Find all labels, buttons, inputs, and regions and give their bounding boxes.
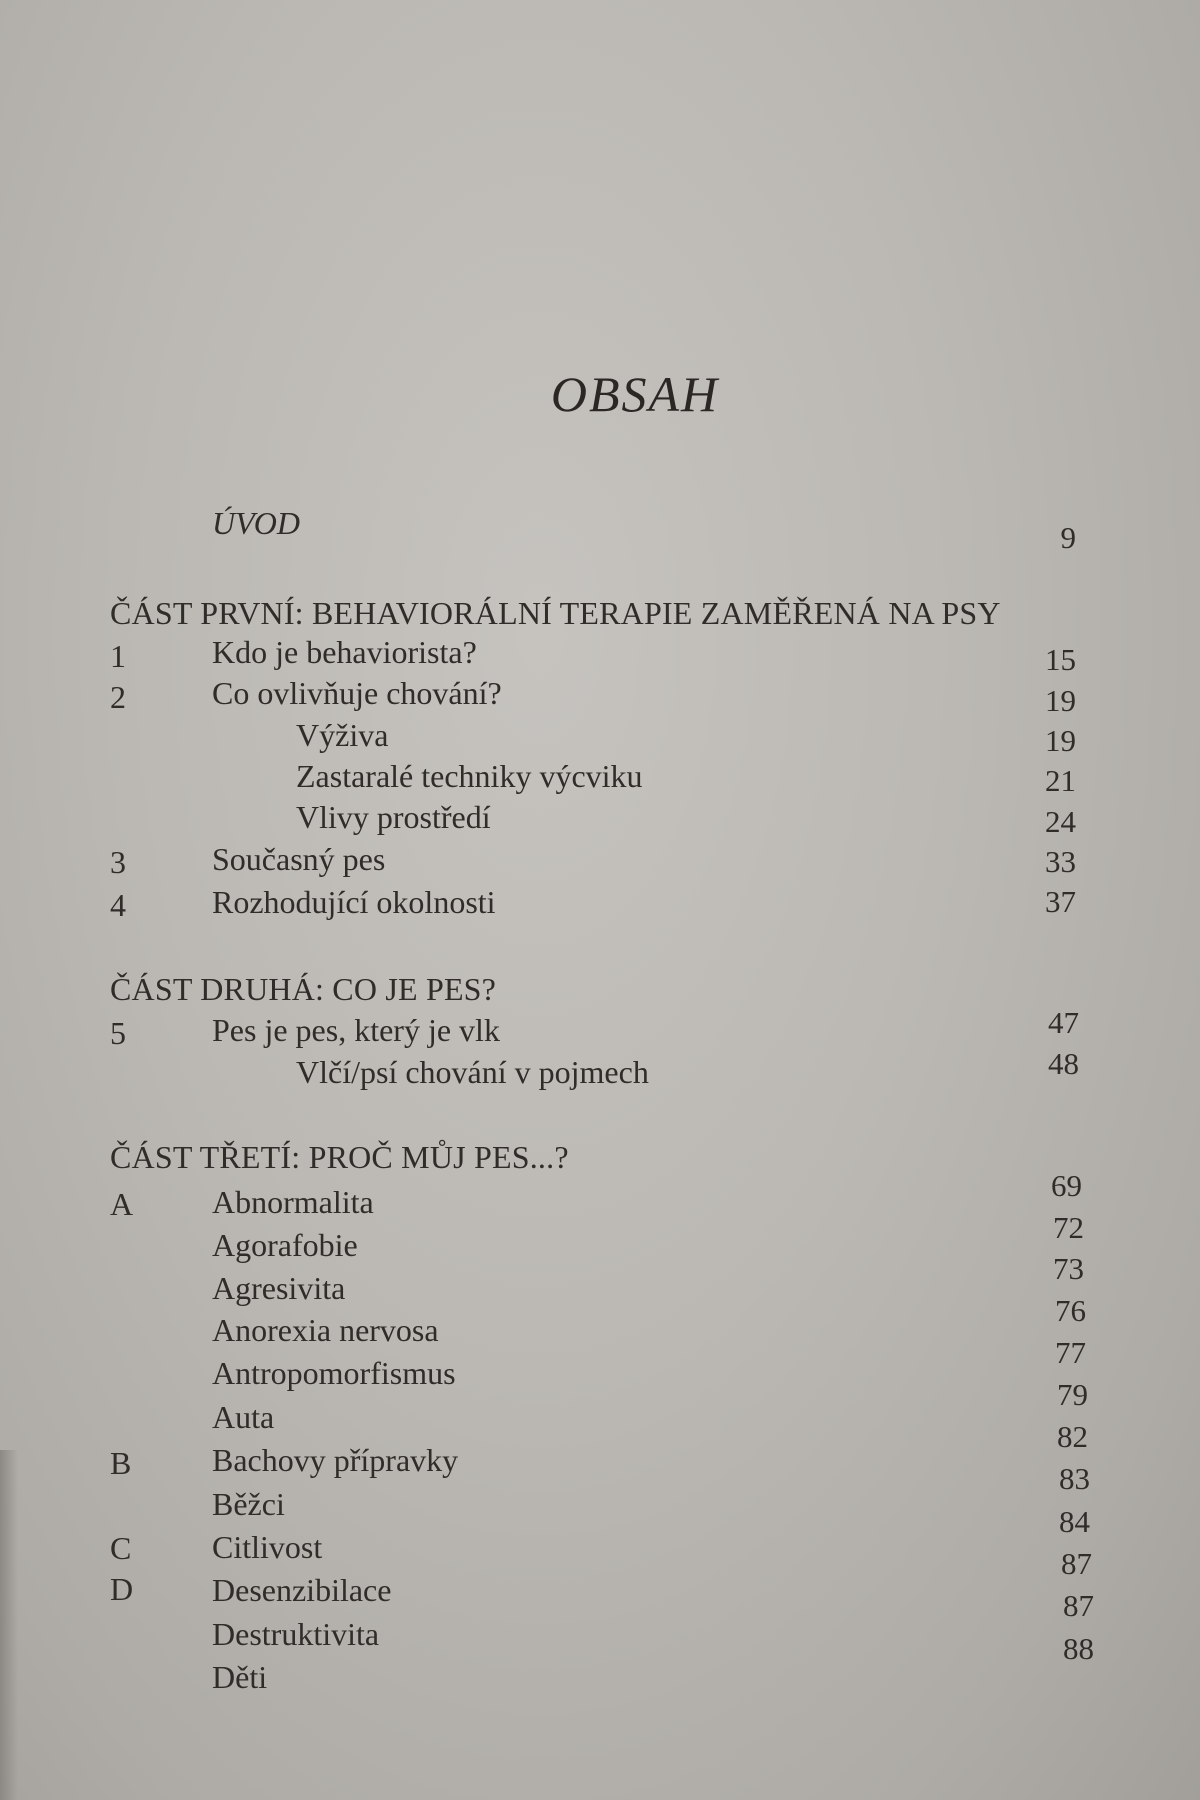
entry-number: 3 <box>110 844 126 880</box>
toc-entry-label: Současný pes <box>212 841 386 877</box>
toc-entry-page: 69 <box>1051 1168 1082 1203</box>
page-edge-shadow <box>0 1450 18 1800</box>
toc-entry-page: 19 <box>1045 723 1076 758</box>
entry-number: 1 <box>110 638 126 674</box>
toc-entry-label: Abnormalita <box>212 1184 374 1220</box>
toc-entry-page: 24 <box>1045 804 1076 839</box>
toc-entry-page: 19 <box>1045 683 1076 718</box>
toc-entry-label: Bachovy přípravky <box>212 1442 459 1478</box>
toc-entry-page: 87 <box>1063 1588 1094 1623</box>
intro-label: ÚVOD <box>212 505 300 541</box>
toc-entry-label: Agorafobie <box>212 1227 358 1263</box>
toc-entry-page: 73 <box>1053 1251 1084 1286</box>
toc-entry-page: 37 <box>1045 884 1076 919</box>
toc-entry-page: 47 <box>1048 1005 1079 1040</box>
toc-entry-page: 83 <box>1059 1461 1090 1496</box>
toc-entry-label: Co ovlivňuje chování? <box>212 675 502 711</box>
toc-entry-page: 88 <box>1063 1631 1094 1666</box>
toc-entry-label: Pes je pes, který je vlk <box>212 1012 500 1048</box>
toc-entry-page: 87 <box>1061 1546 1092 1581</box>
toc-entry-label: Běžci <box>212 1486 285 1522</box>
toc-entry-page: 15 <box>1045 642 1076 677</box>
toc-entry-label: Výživa <box>296 717 389 753</box>
toc-entry-label: Zastaralé techniky výcviku <box>296 758 643 794</box>
entry-letter: A <box>110 1186 134 1222</box>
part-heading: ČÁST DRUHÁ: CO JE PES? <box>110 971 497 1007</box>
intro-page: 9 <box>1060 520 1076 555</box>
toc-entry-label: Anorexia nervosa <box>212 1312 439 1348</box>
entry-number: 4 <box>110 887 126 923</box>
entry-letter: D <box>110 1571 134 1607</box>
toc-entry-label: Rozhodující okolnosti <box>212 884 496 920</box>
toc-entry-label: Antropomorfismus <box>212 1355 456 1391</box>
page-title: OBSAH <box>550 366 720 422</box>
toc-entry-label: Kdo je behaviorista? <box>212 634 477 670</box>
toc-entry-label: Auta <box>212 1399 275 1435</box>
toc-entry-page: 82 <box>1057 1419 1088 1454</box>
toc-entry-label: Vlivy prostředí <box>296 799 491 835</box>
toc-entry-page: 79 <box>1057 1377 1088 1412</box>
toc-entry-label: Vlčí/psí chování v pojmech <box>296 1054 649 1090</box>
toc-entry-page: 33 <box>1045 844 1076 879</box>
toc-entry-page: 84 <box>1059 1504 1090 1539</box>
entry-letter: B <box>110 1445 132 1481</box>
part-heading: ČÁST PRVNÍ: BEHAVIORÁLNÍ TERAPIE ZAMĚŘENÁ NA PSY <box>110 595 1001 631</box>
toc-entry-label: Destruktivita <box>212 1616 380 1652</box>
toc-entry-page: 72 <box>1053 1210 1084 1245</box>
toc-entry-label: Agresivita <box>212 1270 346 1306</box>
toc-entry-page: 21 <box>1045 763 1076 798</box>
entry-number: 2 <box>110 679 126 715</box>
toc-entry-label: Desenzibilace <box>212 1572 392 1608</box>
entry-letter: C <box>110 1530 132 1566</box>
toc-entry-page: 77 <box>1055 1335 1086 1370</box>
toc-entry-page: 48 <box>1048 1046 1079 1081</box>
entry-number: 5 <box>110 1015 126 1051</box>
toc-entry-label: Děti <box>212 1659 268 1695</box>
toc-entry-page: 76 <box>1055 1293 1086 1328</box>
toc-entry-label: Citlivost <box>212 1529 323 1565</box>
part-heading: ČÁST TŘETÍ: PROČ MŮJ PES...? <box>110 1139 569 1175</box>
